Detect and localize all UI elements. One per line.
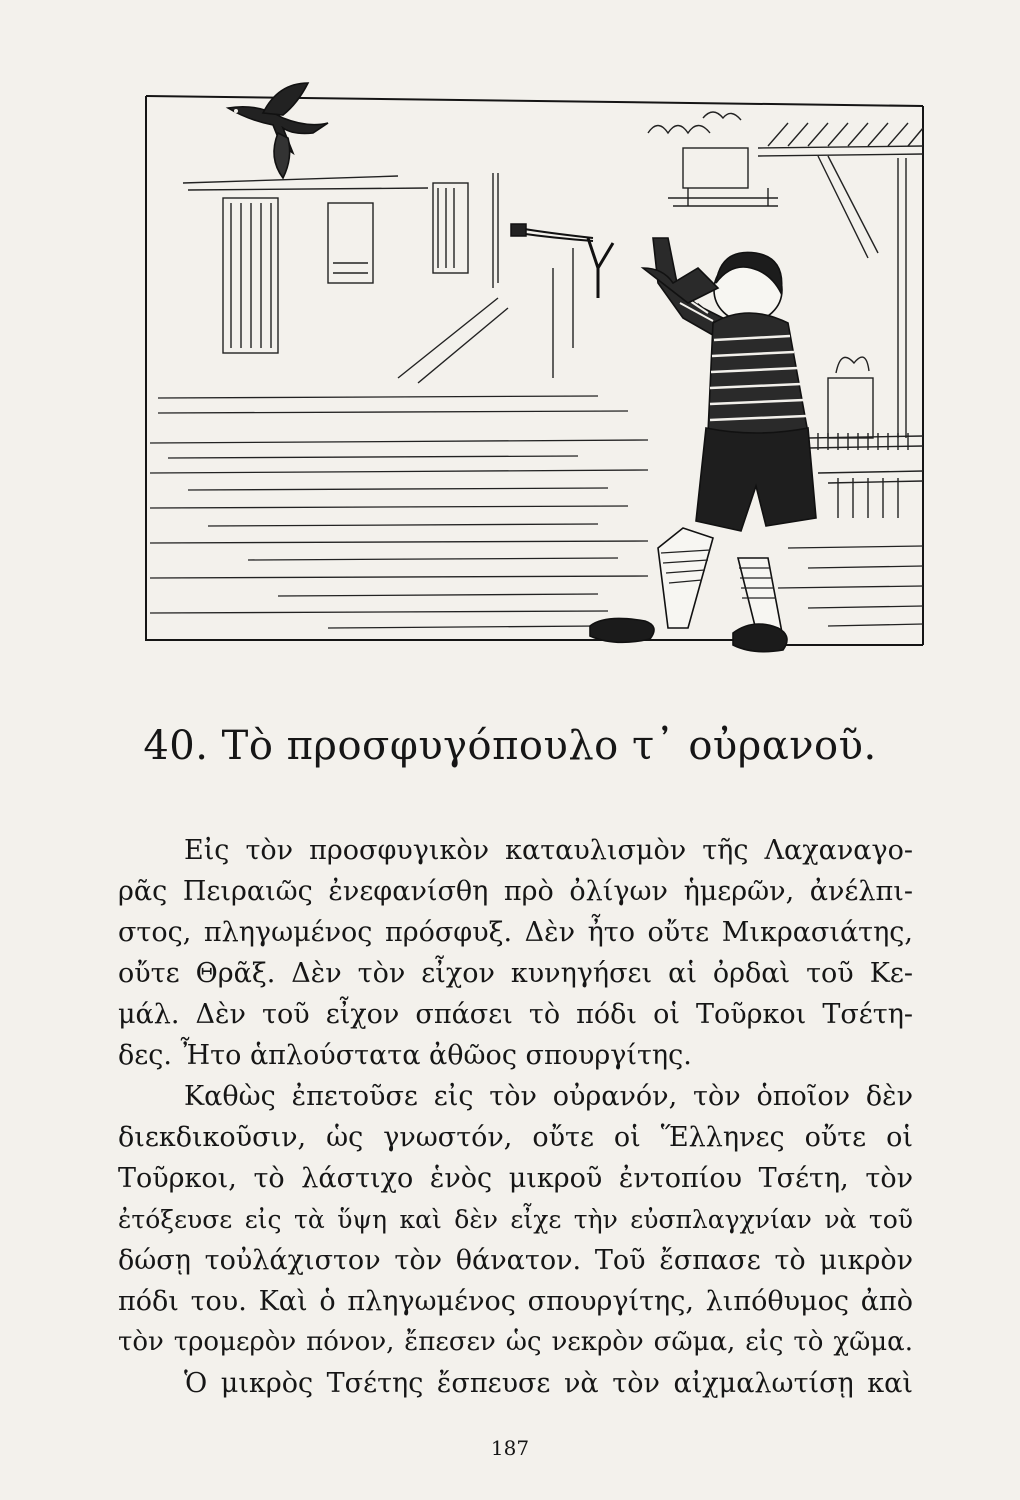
paragraph <box>118 830 913 1076</box>
text-line: στος, πληγωμένος πρόσφυξ. Δὲν ἦτο οὔτε Μικρασιάτης, <box>118 917 913 948</box>
text-line: διεκδικοῦσιν, ὡς γνωστόν, οὔτε οἱ Ἕλληνες οὔτε οἱ <box>118 1122 913 1153</box>
boy-with-slingshot-and-swallow-illustration <box>128 78 928 663</box>
text-line: δώσῃ τοὐλάχιστον τὸν θάνατον. Τοῦ ἔσπασε τὸ μικρὸν <box>118 1245 913 1276</box>
text-line: πόδι του. Καὶ ὁ πληγωμένος σπουργίτης, λιπόθυμος ἀπὸ <box>118 1286 913 1317</box>
text-line: δες. Ἦτο ἁπλούστατα ἀθῶος σπουργίτης. <box>118 1040 692 1071</box>
paragraph <box>118 1076 913 1363</box>
chapter-title: 40. Τὸ προσφυγόπουλο τ᾽ οὐρανοῦ. <box>143 723 877 769</box>
text-line: Εἰς τὸν προσφυγικὸν καταυλισμὸν τῆς Λαχαναγο- <box>184 835 913 866</box>
text-line: τὸν τρομερὸν πόνον, ἔπεσεν ὡς νεκρὸν σῶμα, εἰς τὸ χῶμα. <box>118 1327 913 1357</box>
text-line: Καθὼς ἐπετοῦσε εἰς τὸν οὐρανόν, τὸν ὁποῖον δὲν <box>184 1081 913 1112</box>
page-number: 187 <box>490 1436 530 1460</box>
text-line: οὔτε Θρᾶξ. Δὲν τὸν εἶχον κυνηγήσει αἱ ὀρδαὶ τοῦ Κε- <box>118 958 913 989</box>
text-line: Τοῦρκοι, τὸ λάστιχο ἑνὸς μικροῦ ἐντοπίου Τσέτη, τὸν <box>118 1163 913 1194</box>
text-line: μάλ. Δὲν τοῦ εἶχον σπάσει τὸ πόδι οἱ Τοῦρκοι Τσέτη- <box>118 999 913 1030</box>
text-line: ἐτόξευσε εἰς τὰ ὕψη καὶ δὲν εἶχε τὴν εὐσπλαγχνίαν νὰ τοῦ <box>118 1205 913 1234</box>
text-line: ρᾶς Πειραιῶς ἐνεφανίσθη πρὸ ὀλίγων ἡμερῶν, ἀνέλπι- <box>118 876 913 907</box>
text-line: Ὁ μικρὸς Τσέτης ἔσπευσε νὰ τὸν αἰχμαλωτίσῃ καὶ <box>184 1368 913 1399</box>
paragraph <box>118 1363 913 1404</box>
body-text <box>118 830 913 1404</box>
illustration <box>128 78 928 663</box>
